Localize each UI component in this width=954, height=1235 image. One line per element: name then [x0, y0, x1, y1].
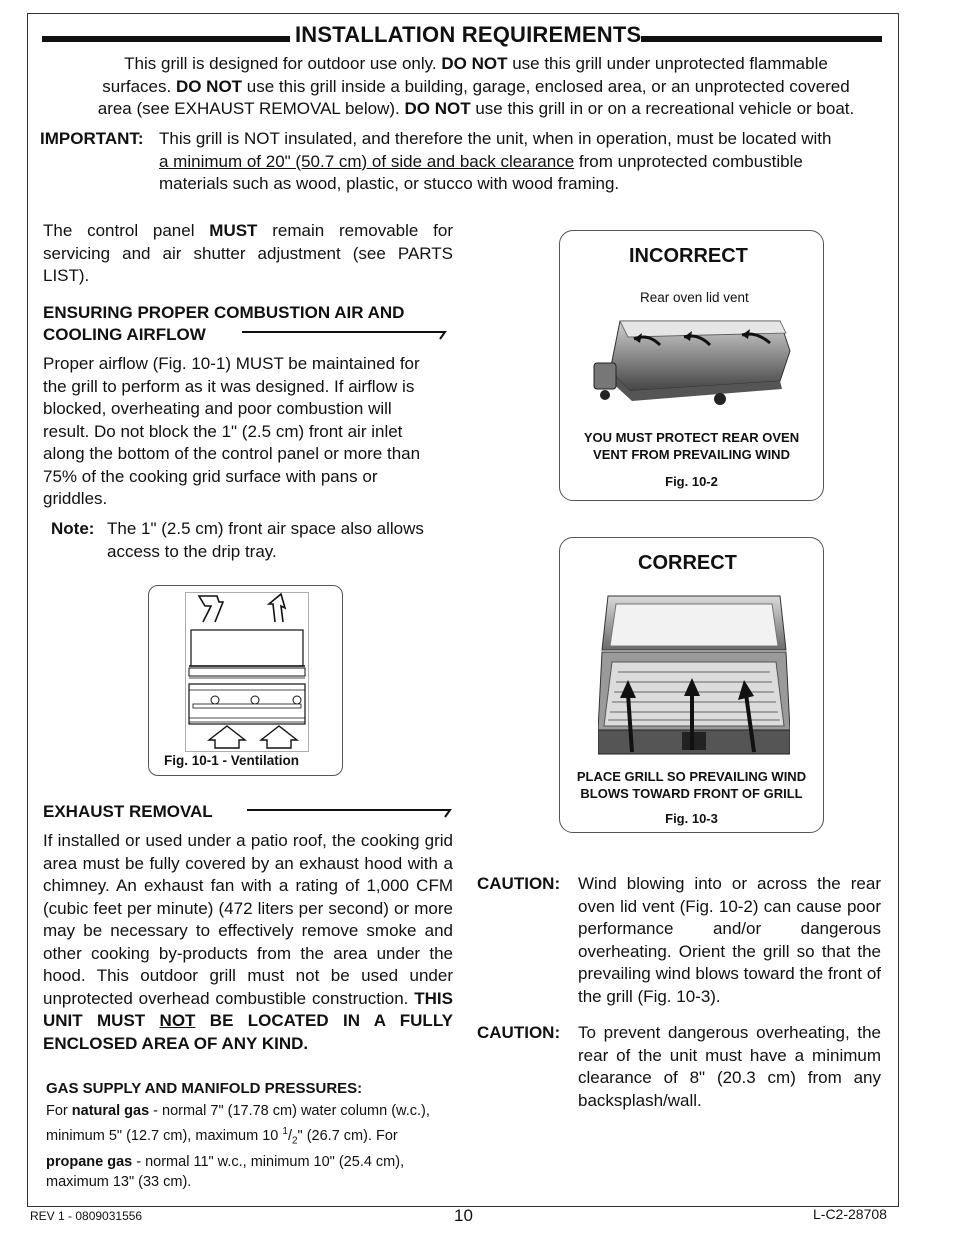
page-number: 10 — [454, 1206, 473, 1225]
fraction-denominator: 2 — [291, 1135, 298, 1147]
fig-10-1-box — [148, 585, 343, 776]
fig-10-3-caption-line: PLACE GRILL SO PREVAILING WIND — [576, 769, 807, 784]
fig-10-1-number: Fig. 10-1 — [164, 753, 219, 768]
gas-heading: GAS SUPPLY AND MANIFOLD PRESSURES: — [46, 1080, 363, 1097]
fig-10-2-caption-line: VENT FROM PREVAILING WIND — [593, 447, 790, 462]
fig-10-3-number: Fig. 10-3 — [665, 811, 718, 826]
gas-body: For natural gas - normal 7" (17.78 cm) water column (w.c.), minimum 5" (12.7 cm), maximum 10 $^1/_2$" (26.7 cm). For propane gas - normal 11" w.c., minimum 10" (25.4 cm), maximum 13" (33 cm). — [46, 1103, 430, 1191]
fig-10-2-number: Fig. 10-2 — [665, 474, 718, 489]
note-text — [107, 518, 452, 563]
exhaust-warning-not: NOT — [159, 1011, 196, 1030]
ventilation-diagram — [185, 592, 309, 752]
rear-vent-label: Rear oven lid vent — [640, 290, 749, 305]
combustion-heading-rule — [242, 331, 442, 333]
exhaust-heading-arrow-icon — [441, 804, 453, 818]
correct-heading: CORRECT — [638, 552, 737, 574]
page-title: INSTALLATION REQUIREMENTS — [295, 22, 642, 47]
intro-text: use this grill inside a building, garage, enclosed area, or an unprotected covered — [242, 76, 850, 96]
intro-emphasis: DO NOT — [404, 99, 471, 118]
intro-text: area (see EXHAUST REMOVAL below). — [97, 99, 405, 118]
combustion-heading-line: COOLING AIRFLOW — [43, 325, 206, 344]
header-rule-left — [42, 36, 290, 42]
caution-2-label: CAUTION: — [477, 1023, 561, 1042]
combustion-heading-arrow-icon — [436, 326, 448, 340]
exhaust-warning: THIS UNIT MUST — [43, 988, 453, 1030]
control-panel-text: remain removable for servicing and air shutter adjustment (see PARTS LIST). — [43, 221, 453, 285]
control-panel-paragraph — [43, 220, 453, 288]
important-line: from unprotected combustible — [574, 151, 803, 171]
control-panel-emphasis: MUST — [209, 221, 258, 240]
clearance-requirement: a minimum of 20" (50.7 cm) of side and back clearance — [159, 151, 575, 171]
header-rule-right — [641, 36, 882, 42]
important-line: This grill is NOT insulated, and therefore the unit, when in operation, must be located with — [159, 129, 832, 148]
important-line: materials such as wood, plastic, or stucco with wood framing. — [159, 174, 620, 193]
note-label: Note: — [51, 519, 95, 538]
caution-1-label: CAUTION: — [477, 874, 561, 893]
fig-10-2-caption — [560, 429, 823, 463]
intro-emphasis: DO NOT — [175, 76, 243, 96]
combustion-heading — [43, 302, 463, 346]
fraction-numerator: 1 — [282, 1125, 288, 1137]
gas-text: - normal 11" w.c., minimum 10" (25.4 cm), maximum 13" (33 cm). — [46, 1153, 405, 1191]
note-line: The 1" (2.5 cm) front air space also allows — [107, 519, 424, 538]
caution-2-text: To prevent dangerous overheating, the rear of the unit must have a minimum clearance of 8" (20.3 cm) from any backsplash/wall. — [578, 1023, 881, 1110]
exhaust-warning: BE LOCATED IN A FULLY ENCLOSED AREA OF ANY KIND. — [43, 1011, 453, 1053]
gas-text: - normal 7" (17.78 cm) water column (w.c.), minimum 5" (12.7 cm), maximum 10 — [46, 1103, 430, 1144]
intro-text: use this grill under unprotected flammable — [507, 54, 828, 73]
fig-10-2-box — [559, 230, 824, 501]
important-label: IMPORTANT: — [40, 129, 144, 148]
combustion-heading-line: ENSURING PROPER COMBUSTION AIR AND — [43, 303, 405, 322]
note-line: access to the drip tray. — [107, 541, 277, 561]
important-text — [159, 128, 889, 196]
document-number: L-C2-28708 — [813, 1206, 887, 1222]
caution-1-text: Wind blowing into or across the rear oven lid vent (Fig. 10-2) can cause poor performance and/or dangerous overheating. Orient the grill so that the prevailing wind blows toward the front of the grill (Fig. 10-3). — [578, 874, 881, 1006]
intro-paragraph — [40, 53, 912, 121]
gas-text: " (26.7 cm). For — [297, 1127, 398, 1144]
fig-10-2-caption-line: YOU MUST PROTECT REAR OVEN — [583, 430, 800, 445]
incorrect-heading: INCORRECT — [629, 245, 748, 267]
revision-number: REV 1 - 0809031556 — [30, 1209, 143, 1223]
control-panel-text: The control panel — [43, 221, 210, 240]
gas-natural: natural gas — [71, 1103, 150, 1119]
fig-10-3-box — [559, 537, 824, 833]
combustion-body: Proper airflow (Fig. 10-1) MUST be maintained for the grill to perform as it was designed. If airflow is blocked, overheating and poor combustion will result. Do not block the 1" (2.5 cm) front air inlet along the bottom of the control panel or more than 75% of the cooking grid surface with pans or griddles. — [43, 354, 421, 508]
exhaust-body — [43, 830, 453, 1055]
fig-10-1-caption — [164, 753, 299, 768]
intro-emphasis: DO NOT — [441, 54, 508, 73]
intro-text: This grill is designed for outdoor use only. — [124, 54, 442, 73]
fig-10-1-title: - Ventilation — [218, 753, 300, 768]
open-grill-illustration — [598, 590, 790, 758]
exhaust-text: If installed or used under a patio roof, the cooking grid area must be fully covered by an exhaust hood with a chimney. An exhaust fan with a rating of 1,000 CFM (cubic feet per minute) (472 liters per second) or more may be necessary to effectively remove smoke and other cooking by-products from the area under the hood. This outdoor grill must not be used under unprotected overhead combustible construction. — [43, 831, 453, 1008]
intro-text: use this grill in or on a recreational vehicle or boat. — [470, 99, 855, 118]
intro-text: surfaces. — [102, 76, 176, 96]
gas-text: For — [46, 1103, 72, 1119]
fig-10-3-caption-line: BLOWS TOWARD FRONT OF GRILL — [580, 786, 803, 801]
fig-10-3-caption — [560, 768, 823, 802]
gas-propane: propane gas — [46, 1153, 133, 1170]
exhaust-heading-rule — [247, 809, 447, 811]
exhaust-heading: EXHAUST REMOVAL — [43, 802, 213, 821]
grill-lid-illustration — [590, 311, 800, 411]
